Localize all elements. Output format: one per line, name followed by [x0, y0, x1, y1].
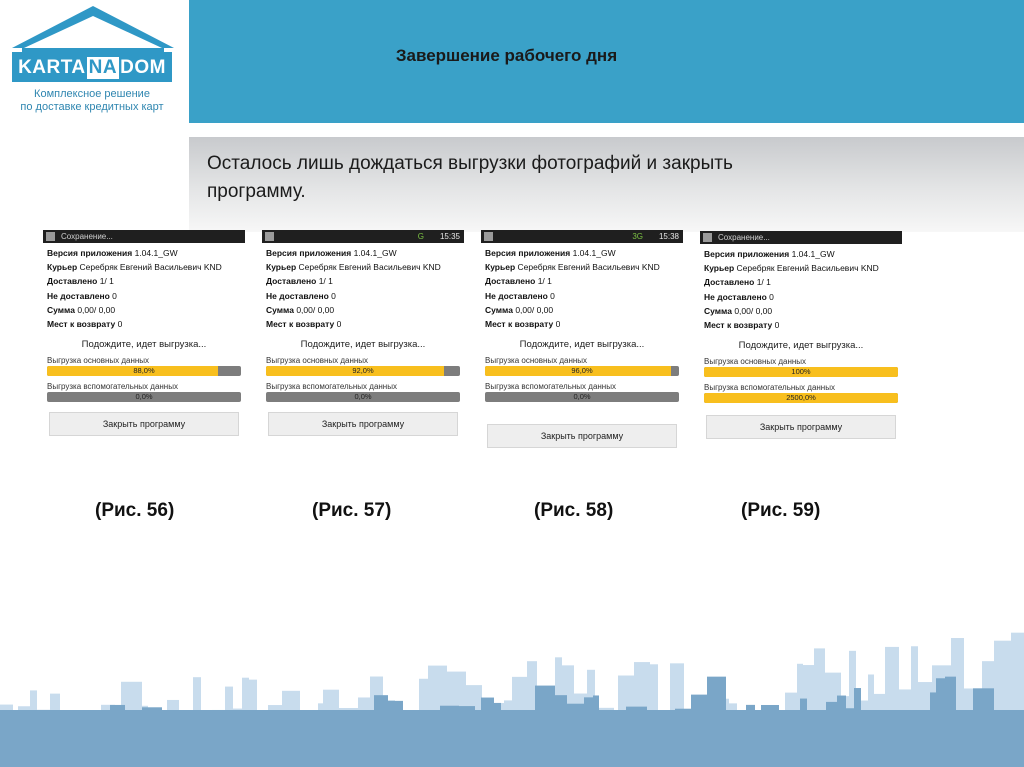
main-upload-label: Выгрузка основных данных [47, 356, 150, 366]
main-upload-label: Выгрузка основных данных [266, 356, 369, 366]
notification-icon [703, 233, 712, 242]
status-time: 15:38 [658, 232, 679, 241]
main-upload-percent: 92,0% [352, 366, 374, 376]
info-courier: Курьер Серебряк Евгений Васильевич KND [704, 263, 879, 274]
info-return: Мест к возврату 0 [266, 319, 342, 330]
info-delivered: Доставлено 1/ 1 [485, 276, 552, 287]
info-version: Версия приложения 1.04.1_GW [266, 248, 397, 258]
info-not-delivered: Не доставлено 0 [266, 290, 336, 301]
close-program-button[interactable]: Закрыть программу [487, 424, 677, 448]
info-not-delivered: Не доставлено 0 [704, 291, 774, 302]
figure-caption-4: (Рис. 59) [741, 500, 821, 521]
main-upload-progress [266, 366, 460, 376]
info-version: Версия приложения 1.04.1_GW [704, 249, 835, 259]
main-upload-label: Выгрузка основных данных [485, 356, 588, 366]
figure-caption-3: (Рис. 58) [534, 500, 614, 521]
info-version: Версия приложения 1.04.1_GW [47, 248, 178, 258]
info-courier: Курьер Серебряк Евгений Васильевич KND [47, 262, 222, 273]
city-skyline [0, 560, 1024, 767]
signal-icon: 3G [632, 232, 643, 241]
aux-upload-percent: 0,0% [573, 392, 591, 402]
info-delivered: Доставлено 1/ 1 [47, 276, 114, 287]
info-sum: Сумма 0,00/ 0,00 [47, 304, 116, 315]
info-sum: Сумма 0,00/ 0,00 [266, 304, 335, 315]
phone-screenshot-2 [262, 230, 464, 436]
aux-upload-progress [266, 392, 460, 402]
status-bar [481, 230, 683, 243]
aux-upload-percent: 0,0% [354, 392, 372, 402]
aux-upload-percent: 2500,0% [786, 393, 816, 403]
aux-upload-percent: 0,0% [135, 392, 153, 402]
info-not-delivered: Не доставлено 0 [485, 290, 555, 301]
info-return: Мест к возврату 0 [47, 319, 123, 330]
main-upload-progress [47, 366, 241, 376]
main-upload-percent: 96,0% [571, 366, 593, 376]
logo [0, 0, 188, 124]
wait-message: Подождите, идет выгрузка... [738, 340, 864, 352]
wait-message: Подождите, идет выгрузка... [519, 339, 645, 351]
info-courier: Курьер Серебряк Евгений Васильевич KND [266, 262, 441, 273]
main-upload-percent: 100% [791, 367, 811, 377]
aux-upload-label: Выгрузка вспомогательных данных [266, 382, 397, 392]
info-not-delivered: Не доставлено 0 [47, 290, 117, 301]
phone-screenshot-3 [481, 230, 683, 448]
logo-slogan: Комплексное решение по доставке кредитных карт [20, 88, 164, 113]
main-upload-percent: 88,0% [133, 366, 155, 376]
info-panel [262, 243, 464, 331]
status-bar [262, 230, 464, 243]
aux-upload-progress [47, 392, 241, 402]
info-delivered: Доставлено 1/ 1 [266, 276, 333, 287]
notification-icon [484, 232, 493, 241]
info-return: Мест к возврату 0 [485, 319, 561, 330]
info-version: Версия приложения 1.04.1_GW [485, 248, 616, 258]
phone-screenshot-1 [43, 230, 245, 436]
wait-message: Подождите, идет выгрузка... [81, 339, 207, 351]
main-upload-progress [485, 366, 679, 376]
notification-icon [265, 232, 274, 241]
info-sum: Сумма 0,00/ 0,00 [704, 305, 773, 316]
close-program-button[interactable]: Закрыть программу [706, 415, 896, 439]
aux-upload-progress [485, 392, 679, 402]
aux-upload-label: Выгрузка вспомогательных данных [47, 382, 178, 392]
logo-wordmark: KARTA NA DOM [18, 57, 166, 78]
info-delivered: Доставлено 1/ 1 [704, 277, 771, 288]
signal-icon: G [417, 232, 424, 241]
status-time: 15:35 [439, 232, 460, 241]
status-bar: Сохранение... [43, 230, 245, 243]
close-program-button[interactable]: Закрыть программу [49, 412, 239, 436]
info-courier: Курьер Серебряк Евгений Васильевич KND [485, 262, 660, 273]
aux-upload-label: Выгрузка вспомогательных данных [485, 382, 616, 392]
info-sum: Сумма 0,00/ 0,00 [485, 304, 554, 315]
wait-message: Подождите, идет выгрузка... [300, 339, 426, 351]
info-panel [700, 244, 902, 332]
page-subtitle: Осталось лишь дождаться выгрузки фотографий и закрыть программу. [207, 153, 733, 202]
info-return: Мест к возврату 0 [704, 320, 780, 331]
page-title: Завершение рабочего дня [395, 46, 618, 65]
notification-icon [46, 232, 55, 241]
main-upload-progress [704, 367, 898, 377]
info-panel [481, 243, 683, 331]
figure-caption-2: (Рис. 57) [312, 500, 392, 521]
aux-upload-label: Выгрузка вспомогательных данных [704, 383, 835, 393]
status-bar: Сохранение... [700, 231, 902, 244]
figure-caption-1: (Рис. 56) [95, 500, 175, 521]
info-panel [43, 243, 245, 331]
house-roof-icon [10, 4, 176, 56]
main-upload-label: Выгрузка основных данных [704, 357, 807, 367]
close-program-button[interactable]: Закрыть программу [268, 412, 458, 436]
aux-upload-progress [704, 393, 898, 403]
phone-screenshot-4 [700, 231, 902, 439]
